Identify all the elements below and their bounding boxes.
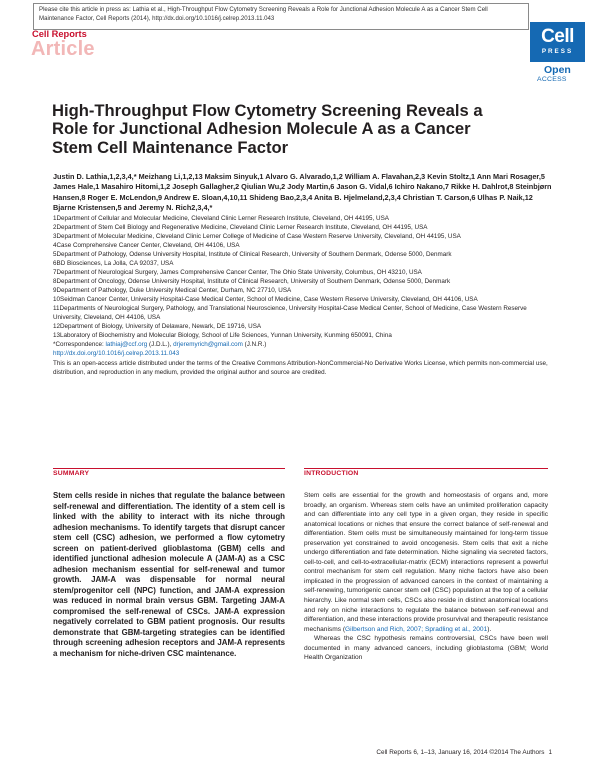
introduction-heading: INTRODUCTION: [304, 470, 359, 477]
affiliation: 6BD Biosciences, La Jolla, CA 92037, USA: [53, 260, 174, 268]
doi-link[interactable]: http://dx.doi.org/10.1016/j.celrep.2013.11.043: [53, 350, 180, 358]
email-link[interactable]: drjeremyrich@gmail.com: [173, 341, 243, 349]
logo-sub: PRESS: [541, 48, 574, 55]
open-access-sublabel: ACCESS: [537, 76, 567, 83]
section-rule: [304, 468, 548, 469]
summary-text: Stem cells reside in niches that regulate the balance between self-renewal and differentiation. The identity of a stem cell is linked with the ability to interact with its niche through adhesion mechanisms. To identify targets that disrupt cancer stem cell (CSC) adhesion, we performed a flow cytometry screen on patient-derived glioblastoma (GBM) cells and identified junctional adhesion molecule A (JAM-A) as a CSC adhesion mechanism essential for self-renewal and tumor growth. JAM-A was dispensable for normal neural stem/progenitor cell (NPC) function, and JAM-A expression was reduced in normal brain versus GBM. Targeting JAM-A compromised the self-renewal of CSCs. JAM-A expression negatively correlated to GBM patient prognosis. Our results demonstrate that GBM-targeting strategies can be identified through screening adhesion receptors and JAM-A represents a mechanism for niche-driven CSC maintenance.: [53, 491, 285, 658]
correspondence-prefix: *Correspondence:: [53, 341, 106, 349]
correspondence-initials: (J.D.L.),: [147, 341, 174, 349]
affiliation: 2Department of Stem Cell Biology and Regenerative Medicine, Cleveland Clinic Lerner Research Institute, Cleveland, OH 44195, USA: [53, 224, 428, 232]
affiliation: 8Department of Oncology, Odense University Hospital, Institute of Clinical Research, University of Southern Denmark, Odense 5000, Denmark: [53, 278, 451, 286]
affiliation: 12Department of Biology, University of Delaware, Newark, DE 19716, USA: [53, 323, 262, 331]
intro-paragraph: Whereas the CSC hypothesis remains controversial, CSCs have been well documented in many advanced cancers, including glioblastoma (GBM; World Health Organization: [304, 635, 548, 662]
footer-citation: Cell Reports 6, 1–13, January 16, 2014 ©2014 The Authors: [376, 749, 545, 756]
affiliation: 7Department of Neurological Surgery, James Comprehensive Cancer Center, The Ohio State University, Columbus, OH 43210, USA: [53, 269, 422, 277]
cell-press-logo: [530, 22, 585, 62]
affiliation: 4Case Comprehensive Cancer Center, Cleveland, OH 44106, USA: [53, 242, 240, 250]
affiliation: 13Laboratory of Biochemistry and Molecular Biology, School of Life Sciences, Yunnan University, Kunming 650091, China: [53, 332, 392, 340]
intro-paragraph: [304, 491, 548, 634]
front-matter: [53, 172, 553, 377]
summary-heading: SUMMARY: [53, 470, 90, 477]
affiliation: 1Department of Cellular and Molecular Medicine, Cleveland Clinic Lerner Research Institute, Cleveland, OH 44195, USA: [53, 215, 390, 223]
email-link[interactable]: lathiaj@ccf.org: [105, 341, 148, 349]
introduction-text: [304, 491, 548, 663]
section-rule: [53, 468, 285, 469]
affiliation: 5Department of Pathology, Odense University Hospital, Institute of Clinical Research, University of Southern Denmark, Odense 5000, Denmark: [53, 251, 452, 259]
journal-name: Cell Reports: [32, 29, 87, 39]
affiliation: 3Department of Molecular Medicine, Cleveland Clinic Lerner College of Medicine of Case Western Reserve University, Cleveland, OH 44195, USA: [53, 233, 461, 241]
author-list: Justin D. Lathia,1,2,3,4,* Meizhang Li,1,2,13 Maksim Sinyuk,1 Alvaro G. Alvarado,1,2 William A. Flavahan,2,3 Kevin Stoltz,1 Ann Mari Rosager,5 James Hale,1 Masahiro Hitomi,1,2 Joseph Gallagher,2 Qiulian Wu,2 Jody Martin,6 Jason G. Vidal,6 Ichiro Nakano,7 Rikke H. Dahlrot,8 Steinbjørn Hansen,8 Roger E. McLendon,9 Andrew E. Sloan,4,10,11 Shideng Bao,2,3,4 Anita B. Hjelmeland,2,3,4 Christian T. Carson,6 Ulhas P. Naik,12 Bjarne Kristensen,5 and Jeremy N. Rich2,3,4,*: [53, 172, 552, 212]
page-number: 1: [548, 749, 552, 756]
affiliation: 9Department of Pathology, Duke University Medical Center, Durham, NC 27710, USA: [53, 287, 292, 295]
affiliation: 10Seidman Cancer Center, University Hospital-Case Medical Center, School of Medicine, Case Western Reserve University, Cleveland, OH 44106, USA: [53, 296, 478, 304]
affiliation: 11Departments of Neurological Surgery, Pathology, and Translational Neuroscience, University Hospital-Case Medical Center, School of Medicine, Case Western Reserve University, Cleveland, OH 44106, USA: [53, 305, 527, 322]
article-title: High-Throughput Flow Cytometry Screening Reveals a Role for Junctional Adhesion Molecule A as a Cancer Stem Cell Maintenance Factor: [52, 101, 483, 157]
intro-paragraph-text: Stem cells are essential for the growth and homeostasis of organs and, more broadly, an organism. Whereas stem cells have an unlimited proliferation capacity and can differentiate into any cell type in a given organ, they reside in specific anatomical locations or niches that ensure the correct balance of self-renewal and differentiation. Stem cells must be simultaneously maintained for long-term tissue preservation yet constrained to avoid oncogenesis. Stem cells that exit a niche undergo differentiation and fate determination. Niche signaling via secreted factors, cell-to-cell, and cell-to-extracellular-matrix (ECM) interactions represent a powerful control mechanism for stem cell regulation. Many niche factors have also been implicated in the progression of advanced cancers in the context of maintaining a self-renewing, tumorigenic cancer stem cell (CSC) population at the top of a cellular hierarchy. Like normal stem cells, CSCs also reside in distinct anatomical locations and rely on niche interactions to regulate the balance between self-renewal and differentiation, and these interactions provide prosurvival and therapeutic resistance mechanisms (: [304, 492, 548, 633]
article-type: Article: [31, 38, 95, 60]
intro-paragraph-end: ).: [487, 625, 492, 633]
license-statement: This is an open-access article distributed under the terms of the Creative Commons Attribution-NonCommercial-No Derivative Works License, which permits non-commercial use, distribution, and reproduction in any medium, provided the original author and source are credited.: [53, 360, 548, 377]
citation-notice: Please cite this article in press as: Lathia et al., High-Throughput Flow Cytometry Screening Reveals a Role for Junctional Adhesion Molecule A as a Cancer Stem Cell Maintenance Factor, Cell Reports (2014), http://dx.doi.org/10.1016/j.celrep.2013.11.043: [33, 3, 529, 30]
open-access-label: Open: [544, 64, 571, 76]
correspondence: [53, 340, 553, 349]
reference-link[interactable]: Gilbertson and Rich, 2007; Spradling et al., 2001: [345, 625, 488, 633]
logo-word: Cell: [541, 26, 574, 47]
page-footer: [332, 749, 552, 756]
correspondence-initials: (J.N.R.): [242, 341, 267, 349]
